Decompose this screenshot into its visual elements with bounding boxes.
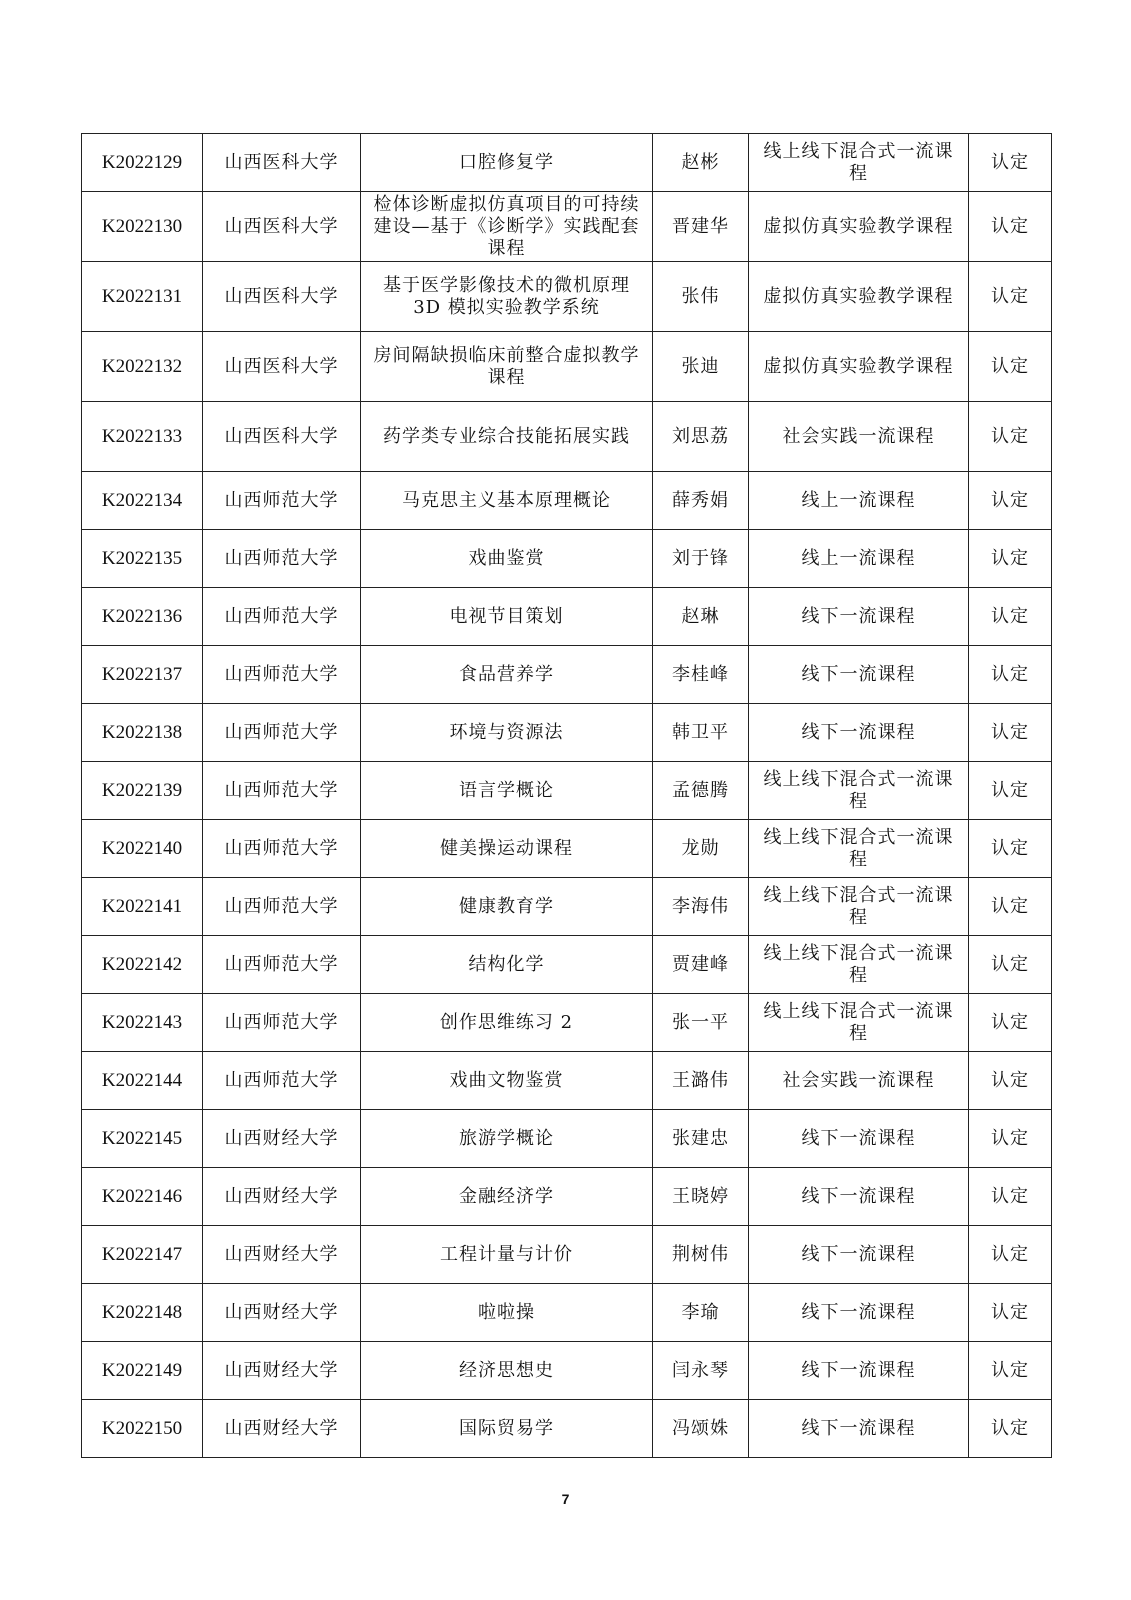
school-cell: 山西医科大学	[203, 262, 361, 332]
table-row	[82, 1168, 1052, 1226]
course-type-cell: 线上线下混合式一流课程	[749, 820, 969, 878]
table-row	[82, 1284, 1052, 1342]
course-type-cell: 线下一流课程	[749, 1110, 969, 1168]
table-row	[82, 1400, 1052, 1458]
course-name-cell: 检体诊断虚拟仿真项目的可持续建设—基于《诊断学》实践配套课程	[361, 192, 653, 262]
course-leader-cell: 张伟	[653, 262, 749, 332]
course-name-cell: 旅游学概论	[361, 1110, 653, 1168]
result-cell: 认定	[969, 994, 1052, 1052]
course-type-cell: 线下一流课程	[749, 1400, 969, 1458]
table-row	[82, 878, 1052, 936]
course-code-cell: K2022147	[82, 1226, 203, 1284]
school-cell: 山西师范大学	[203, 1052, 361, 1110]
school-cell: 山西师范大学	[203, 878, 361, 936]
course-leader-cell: 荆树伟	[653, 1226, 749, 1284]
table-row	[82, 1110, 1052, 1168]
course-code-cell: K2022129	[82, 134, 203, 192]
table-row	[82, 1342, 1052, 1400]
result-cell: 认定	[969, 762, 1052, 820]
result-cell: 认定	[969, 936, 1052, 994]
course-name-cell: 基于医学影像技术的微机原理 3D 模拟实验教学系统	[361, 262, 653, 332]
course-type-cell: 线下一流课程	[749, 588, 969, 646]
course-leader-cell: 韩卫平	[653, 704, 749, 762]
course-leader-cell: 李瑜	[653, 1284, 749, 1342]
course-type-cell: 线下一流课程	[749, 1342, 969, 1400]
course-name-cell: 国际贸易学	[361, 1400, 653, 1458]
course-code-cell: K2022144	[82, 1052, 203, 1110]
table-row	[82, 936, 1052, 994]
course-code-cell: K2022131	[82, 262, 203, 332]
course-table-body	[82, 134, 1052, 1458]
course-name-cell: 药学类专业综合技能拓展实践	[361, 402, 653, 472]
course-leader-cell: 刘于锋	[653, 530, 749, 588]
course-code-cell: K2022132	[82, 332, 203, 402]
course-name-cell: 健美操运动课程	[361, 820, 653, 878]
course-type-cell: 虚拟仿真实验教学课程	[749, 192, 969, 262]
course-leader-cell: 张建忠	[653, 1110, 749, 1168]
page-number: 7	[561, 1491, 570, 1507]
table-row	[82, 1226, 1052, 1284]
course-name-cell: 经济思想史	[361, 1342, 653, 1400]
result-cell: 认定	[969, 332, 1052, 402]
result-cell: 认定	[969, 1052, 1052, 1110]
school-cell: 山西师范大学	[203, 588, 361, 646]
course-leader-cell: 赵琳	[653, 588, 749, 646]
course-code-cell: K2022148	[82, 1284, 203, 1342]
course-code-cell: K2022135	[82, 530, 203, 588]
result-cell: 认定	[969, 878, 1052, 936]
course-type-cell: 线下一流课程	[749, 1168, 969, 1226]
course-type-cell: 社会实践一流课程	[749, 402, 969, 472]
course-type-cell: 线上线下混合式一流课程	[749, 878, 969, 936]
school-cell: 山西师范大学	[203, 762, 361, 820]
course-leader-cell: 王晓婷	[653, 1168, 749, 1226]
table-row	[82, 332, 1052, 402]
course-name-cell: 房间隔缺损临床前整合虚拟教学课程	[361, 332, 653, 402]
table-row	[82, 472, 1052, 530]
result-cell: 认定	[969, 402, 1052, 472]
result-cell: 认定	[969, 588, 1052, 646]
result-cell: 认定	[969, 820, 1052, 878]
result-cell: 认定	[969, 1110, 1052, 1168]
course-name-cell: 口腔修复学	[361, 134, 653, 192]
course-leader-cell: 闫永琴	[653, 1342, 749, 1400]
school-cell: 山西财经大学	[203, 1110, 361, 1168]
course-name-cell: 戏曲鉴赏	[361, 530, 653, 588]
course-type-cell: 线下一流课程	[749, 1226, 969, 1284]
course-code-cell: K2022137	[82, 646, 203, 704]
result-cell: 认定	[969, 472, 1052, 530]
table-row	[82, 820, 1052, 878]
table-row	[82, 704, 1052, 762]
course-type-cell: 线下一流课程	[749, 646, 969, 704]
school-cell: 山西医科大学	[203, 332, 361, 402]
school-cell: 山西师范大学	[203, 530, 361, 588]
course-type-cell: 线上线下混合式一流课程	[749, 994, 969, 1052]
course-name-cell: 语言学概论	[361, 762, 653, 820]
course-leader-cell: 李海伟	[653, 878, 749, 936]
course-type-cell: 线下一流课程	[749, 1284, 969, 1342]
table-row	[82, 134, 1052, 192]
course-leader-cell: 赵彬	[653, 134, 749, 192]
school-cell: 山西医科大学	[203, 402, 361, 472]
course-leader-cell: 薛秀娟	[653, 472, 749, 530]
course-type-cell: 虚拟仿真实验教学课程	[749, 332, 969, 402]
table-row	[82, 530, 1052, 588]
result-cell: 认定	[969, 704, 1052, 762]
course-leader-cell: 晋建华	[653, 192, 749, 262]
school-cell: 山西师范大学	[203, 936, 361, 994]
school-cell: 山西财经大学	[203, 1342, 361, 1400]
school-cell: 山西财经大学	[203, 1284, 361, 1342]
course-code-cell: K2022145	[82, 1110, 203, 1168]
result-cell: 认定	[969, 262, 1052, 332]
school-cell: 山西财经大学	[203, 1400, 361, 1458]
result-cell: 认定	[969, 192, 1052, 262]
course-code-cell: K2022142	[82, 936, 203, 994]
course-name-cell: 环境与资源法	[361, 704, 653, 762]
course-code-cell: K2022146	[82, 1168, 203, 1226]
table-row	[82, 646, 1052, 704]
school-cell: 山西财经大学	[203, 1226, 361, 1284]
table-row	[82, 994, 1052, 1052]
course-leader-cell: 李桂峰	[653, 646, 749, 704]
course-leader-cell: 王潞伟	[653, 1052, 749, 1110]
course-leader-cell: 孟德腾	[653, 762, 749, 820]
course-leader-cell: 张迪	[653, 332, 749, 402]
course-leader-cell: 张一平	[653, 994, 749, 1052]
course-leader-cell: 贾建峰	[653, 936, 749, 994]
course-code-cell: K2022149	[82, 1342, 203, 1400]
course-code-cell: K2022136	[82, 588, 203, 646]
table-row	[82, 1052, 1052, 1110]
result-cell: 认定	[969, 1342, 1052, 1400]
course-name-cell: 食品营养学	[361, 646, 653, 704]
course-type-cell: 虚拟仿真实验教学课程	[749, 262, 969, 332]
course-name-cell: 创作思维练习 2	[361, 994, 653, 1052]
result-cell: 认定	[969, 1168, 1052, 1226]
course-type-cell: 线上一流课程	[749, 472, 969, 530]
result-cell: 认定	[969, 1400, 1052, 1458]
course-name-cell: 电视节目策划	[361, 588, 653, 646]
course-code-cell: K2022143	[82, 994, 203, 1052]
table-row	[82, 192, 1052, 262]
course-name-cell: 戏曲文物鉴赏	[361, 1052, 653, 1110]
course-name-cell: 结构化学	[361, 936, 653, 994]
course-code-cell: K2022138	[82, 704, 203, 762]
course-leader-cell: 龙勋	[653, 820, 749, 878]
course-code-cell: K2022140	[82, 820, 203, 878]
table-row	[82, 262, 1052, 332]
table-row	[82, 588, 1052, 646]
course-code-cell: K2022130	[82, 192, 203, 262]
course-type-cell: 线上线下混合式一流课程	[749, 134, 969, 192]
course-type-cell: 线下一流课程	[749, 704, 969, 762]
course-type-cell: 社会实践一流课程	[749, 1052, 969, 1110]
course-leader-cell: 冯颂姝	[653, 1400, 749, 1458]
result-cell: 认定	[969, 1226, 1052, 1284]
result-cell: 认定	[969, 1284, 1052, 1342]
course-type-cell: 线上一流课程	[749, 530, 969, 588]
course-code-cell: K2022150	[82, 1400, 203, 1458]
course-code-cell: K2022133	[82, 402, 203, 472]
course-name-cell: 马克思主义基本原理概论	[361, 472, 653, 530]
school-cell: 山西医科大学	[203, 134, 361, 192]
result-cell: 认定	[969, 530, 1052, 588]
course-leader-cell: 刘思荔	[653, 402, 749, 472]
course-name-cell: 工程计量与计价	[361, 1226, 653, 1284]
result-cell: 认定	[969, 646, 1052, 704]
result-cell: 认定	[969, 134, 1052, 192]
course-code-cell: K2022134	[82, 472, 203, 530]
school-cell: 山西师范大学	[203, 994, 361, 1052]
course-code-cell: K2022141	[82, 878, 203, 936]
course-type-cell: 线上线下混合式一流课程	[749, 936, 969, 994]
course-type-cell: 线上线下混合式一流课程	[749, 762, 969, 820]
course-code-cell: K2022139	[82, 762, 203, 820]
school-cell: 山西医科大学	[203, 192, 361, 262]
course-name-cell: 啦啦操	[361, 1284, 653, 1342]
course-table	[81, 133, 1052, 1458]
school-cell: 山西师范大学	[203, 472, 361, 530]
course-name-cell: 健康教育学	[361, 878, 653, 936]
table-row	[82, 402, 1052, 472]
course-name-cell: 金融经济学	[361, 1168, 653, 1226]
school-cell: 山西师范大学	[203, 646, 361, 704]
table-row	[82, 762, 1052, 820]
school-cell: 山西财经大学	[203, 1168, 361, 1226]
school-cell: 山西师范大学	[203, 704, 361, 762]
school-cell: 山西师范大学	[203, 820, 361, 878]
